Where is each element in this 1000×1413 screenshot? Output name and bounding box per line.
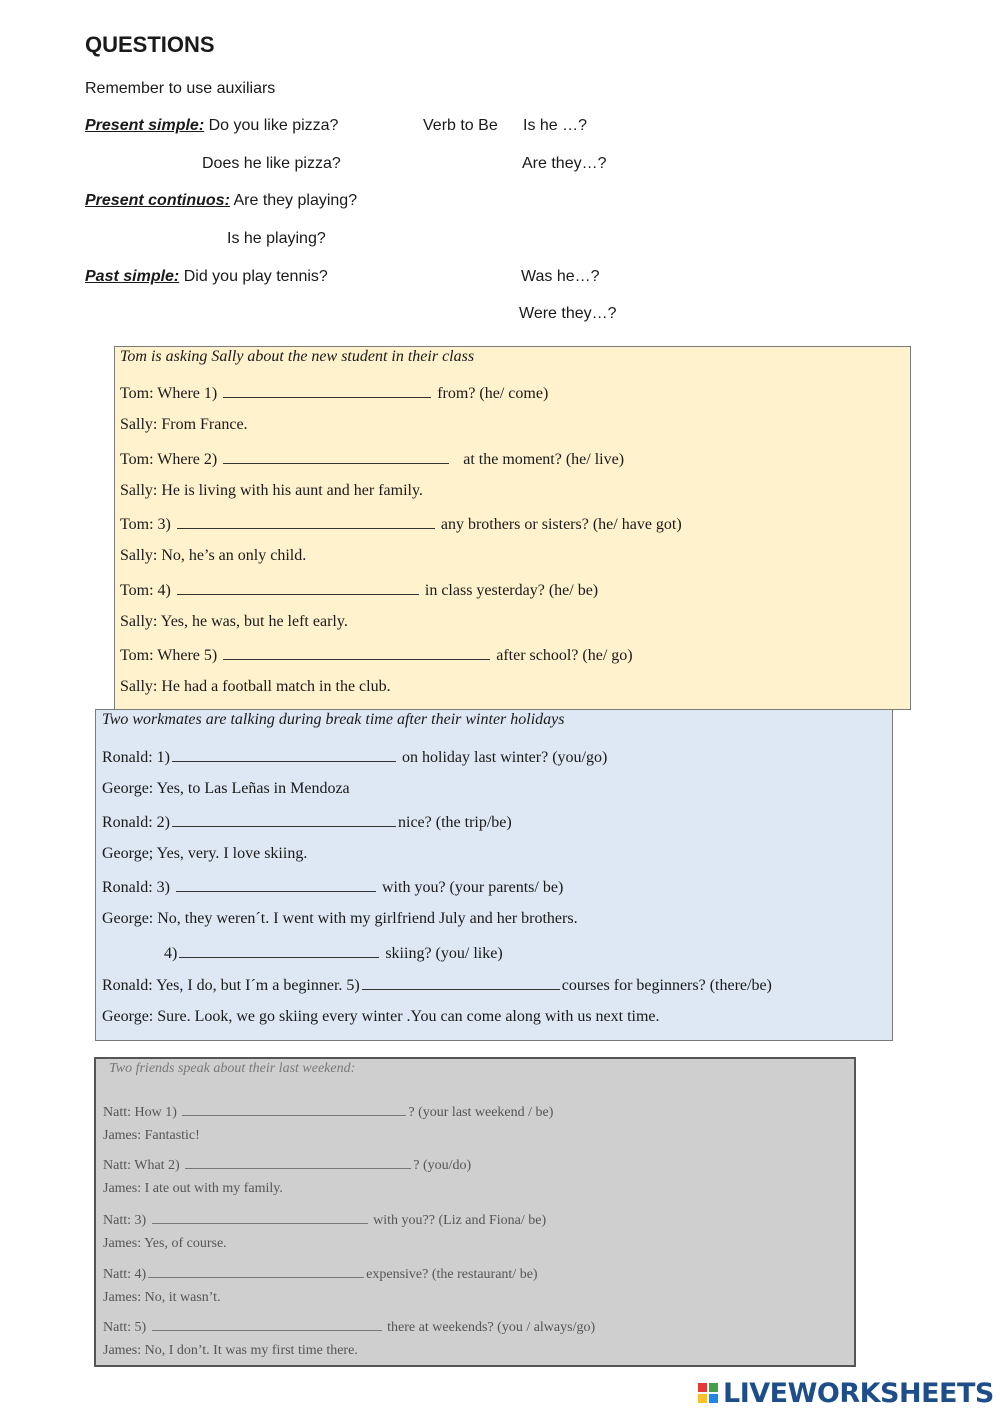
answer-blank-5[interactable] [223, 645, 490, 660]
question-hint: expensive? (the restaurant/ be) [366, 1267, 538, 1282]
question-prefix: Ronald: 2) [102, 814, 170, 831]
question-prefix: Tom: Where 2) [120, 451, 218, 468]
exercise-3-line-8: James: No, it wasn’t. [103, 1290, 221, 1305]
verb-to-be-example-2: Are they…? [522, 155, 607, 172]
present-simple-example-2: Does he like pizza? [202, 155, 341, 172]
question-prefix: Tom: 3) [120, 516, 171, 533]
logo-text: LIVEWORKSHEETS [723, 1377, 994, 1409]
question-hint: any brothers or sisters? (he/ have got) [440, 516, 682, 533]
question-hint: ? (you/do) [413, 1158, 472, 1173]
exercise-1-line-10: Sally: He had a football match in the club. [120, 678, 391, 695]
exercise-1-line-6: Sally: No, he’s an only child. [120, 547, 307, 564]
question-prefix: Ronald: 3) [102, 879, 170, 896]
question-hint: courses for beginners? (there/be) [561, 977, 772, 994]
exercise-2-box [95, 709, 893, 1041]
logo-square-red [698, 1383, 707, 1392]
verb-to-be-label: Verb to Be [423, 117, 498, 134]
answer-blank-1[interactable] [172, 747, 396, 762]
present-continuous-label: Present continuos: [85, 192, 230, 209]
exercise-3-line-2: James: Fantastic! [103, 1128, 200, 1143]
exercise-3-line-9 [103, 1316, 595, 1336]
answer-blank-2[interactable] [185, 1154, 411, 1169]
exercise-3-caption: Two friends speak about their last weekend: [109, 1061, 356, 1076]
answer-blank-1[interactable] [223, 383, 431, 398]
past-simple-example-1: Did you play tennis? [183, 268, 328, 285]
question-prefix: Ronald: 1) [102, 749, 170, 766]
exercise-1-box [114, 346, 911, 710]
answer-blank-3[interactable] [176, 877, 376, 892]
question-prefix: Tom: 4) [120, 582, 171, 599]
exercise-3-line-6: James: Yes, of course. [103, 1236, 227, 1251]
exercise-2-line-2: George: Yes, to Las Leñas in Mendoza [102, 780, 350, 797]
answer-blank-5[interactable] [362, 975, 560, 990]
present-simple-label: Present simple: [85, 117, 205, 134]
question-prefix: 4) [164, 945, 178, 962]
exercise-2-line-9: George: Sure. Look, we go skiing every winter .You can come along with us next time. [102, 1008, 660, 1025]
logo-square-blue [709, 1394, 718, 1403]
answer-blank-4[interactable] [148, 1263, 364, 1278]
exercise-3-line-10: James: No, I don’t. It was my first time there. [103, 1343, 358, 1358]
exercise-2-caption: Two workmates are talking during break time after their winter holidays [102, 711, 565, 728]
verb-to-be-example-1: Is he …? [523, 117, 588, 134]
exercise-1-line-2: Sally: From France. [120, 416, 248, 433]
answer-blank-2[interactable] [223, 449, 449, 464]
present-continuous-row [85, 192, 357, 210]
question-hint: with you?? (Liz and Fiona/ be) [373, 1213, 547, 1228]
exercise-3-line-3 [103, 1154, 471, 1174]
answer-blank-2[interactable] [172, 812, 396, 827]
present-simple-example-1: Do you like pizza? [208, 117, 339, 134]
present-simple-row [85, 117, 338, 135]
question-hint: nice? (the trip/be) [398, 814, 512, 831]
exercise-1-line-5 [120, 514, 682, 534]
question-prefix: Tom: Where 1) [120, 385, 218, 402]
intro-text: Remember to use auxiliars [85, 80, 276, 97]
exercise-1-line-4: Sally: He is living with his aunt and her family. [120, 482, 423, 499]
question-hint: with you? (your parents/ be) [382, 879, 564, 896]
exercise-3-line-4: James: I ate out with my family. [103, 1181, 283, 1196]
answer-blank-1[interactable] [182, 1101, 406, 1116]
exercise-2-line-8 [102, 975, 772, 995]
logo-square-green [709, 1383, 718, 1392]
question-hint: after school? (he/ go) [496, 647, 633, 664]
question-prefix: Natt: 5) [103, 1320, 147, 1335]
exercise-1-line-1 [120, 383, 548, 403]
exercise-1-line-9 [120, 645, 633, 665]
exercise-1-line-7 [120, 580, 598, 600]
question-prefix: Natt: 4) [103, 1267, 147, 1282]
past-to-be-example-1: Was he…? [521, 268, 600, 285]
exercise-3-box [94, 1057, 856, 1367]
exercise-3-line-1 [103, 1101, 553, 1121]
exercise-1-line-8: Sally: Yes, he was, but he left early. [120, 613, 348, 630]
question-prefix: Natt: 3) [103, 1213, 147, 1228]
question-prefix: Tom: Where 5) [120, 647, 218, 664]
exercise-2-line-6: George: No, they weren´t. I went with my girlfriend July and her brothers. [102, 910, 578, 927]
answer-blank-3[interactable] [152, 1209, 368, 1224]
page-title: QUESTIONS [85, 32, 215, 57]
past-simple-row [85, 268, 328, 286]
question-hint: from? (he/ come) [437, 385, 549, 402]
exercise-2-line-5 [102, 877, 563, 897]
question-prefix: Natt: What 2) [103, 1158, 180, 1173]
question-hint: skiing? (you/ like) [385, 945, 503, 962]
answer-blank-4[interactable] [177, 580, 419, 595]
question-hint: at the moment? (he/ live) [463, 451, 625, 468]
exercise-2-line-1 [102, 747, 607, 767]
answer-blank-5[interactable] [152, 1316, 382, 1331]
question-hint: ? (your last weekend / be) [408, 1105, 554, 1120]
exercise-1-line-3 [120, 449, 624, 469]
exercise-2-line-4: George; Yes, very. I love skiing. [102, 845, 308, 862]
answer-blank-3[interactable] [177, 514, 435, 529]
liveworksheets-logo[interactable] [698, 1377, 994, 1409]
exercise-2-line-7 [164, 943, 503, 963]
question-hint: in class yesterday? (he/ be) [424, 582, 599, 599]
question-hint: there at weekends? (you / always/go) [387, 1320, 596, 1335]
question-hint: on holiday last winter? (you/go) [402, 749, 608, 766]
past-simple-label: Past simple: [85, 268, 180, 285]
present-continuous-example-2: Is he playing? [227, 230, 326, 247]
exercise-3-line-5 [103, 1209, 546, 1229]
exercise-3-line-7 [103, 1263, 538, 1283]
past-to-be-example-2: Were they…? [519, 305, 617, 322]
exercise-1-caption: Tom is asking Sally about the new student in their class [120, 348, 475, 365]
question-prefix: Ronald: Yes, I do, but I´m a beginner. 5) [102, 977, 360, 994]
exercise-2-line-3 [102, 812, 512, 832]
answer-blank-4[interactable] [179, 943, 379, 958]
logo-grid-icon [698, 1383, 718, 1403]
question-prefix: Natt: How 1) [103, 1105, 177, 1120]
logo-square-yellow [698, 1394, 707, 1403]
present-continuous-example-1: Are they playing? [233, 192, 358, 209]
